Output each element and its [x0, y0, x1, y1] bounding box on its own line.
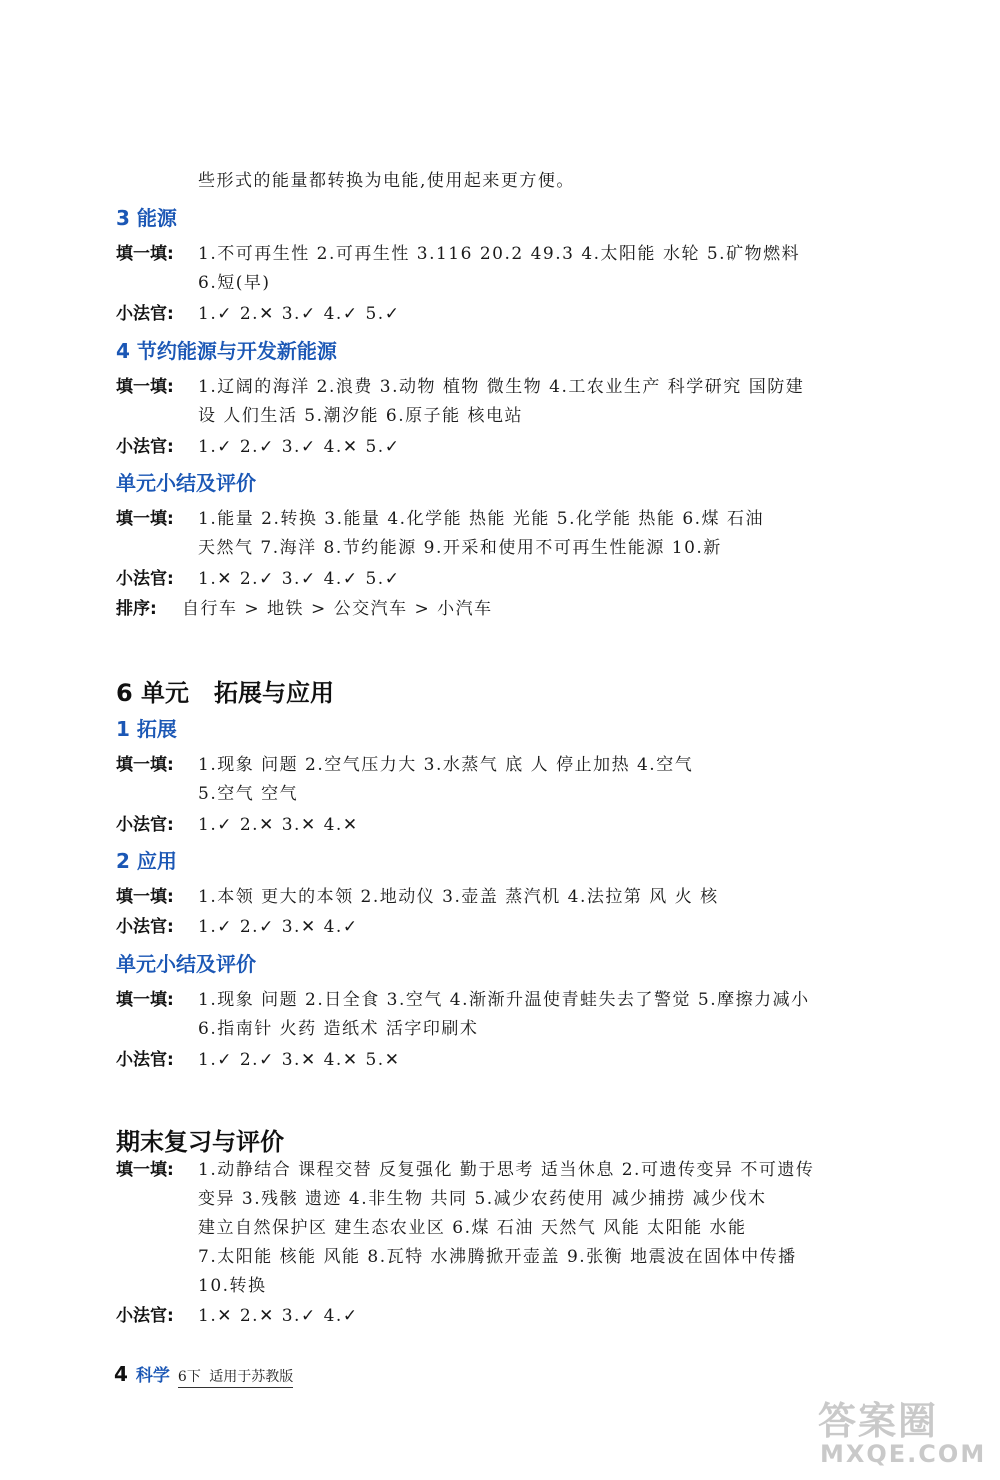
u6-section-1-title: 1 拓展: [116, 717, 177, 741]
s3-fill-line-2: 6.短(早): [198, 273, 271, 293]
judge-label: 小法官:: [116, 569, 174, 589]
judge-label: 小法官:: [116, 917, 174, 937]
fill-label: 填一填:: [116, 1160, 174, 1180]
footer-grade: 6下: [177, 1369, 201, 1385]
section-3-title: 3 能源: [116, 206, 177, 230]
final-fill-line-4: 7.太阳能 核能 风能 8.瓦特 水沸腾掀开壶盖 9.张衡 地震波在固体中传播: [198, 1247, 797, 1267]
u6s2-judge: 1.✓ 2.✓ 3.✕ 4.✓: [198, 917, 359, 937]
s4-judge: 1.✓ 2.✓ 3.✓ 4.✕ 5.✓: [198, 437, 401, 457]
intro-line: 些形式的能量都转换为电能,使用起来更方便。: [198, 171, 575, 191]
s3-fill-line-1: 1.不可再生性 2.可再生性 3.116 20.2 49.3 4.太阳能 水轮 5.矿物燃料: [198, 244, 801, 264]
u6-section-2-title: 2 应用: [116, 849, 177, 873]
summary5-order: 自行车 > 地铁 > 公交汽车 > 小汽车: [182, 599, 493, 619]
fill-label: 填一填:: [116, 755, 174, 775]
s4-fill-line-1: 1.辽阔的海洋 2.浪费 3.动物 植物 微生物 4.工农业生产 科学研究 国防建: [198, 377, 805, 397]
footer-edition-info: [178, 1366, 293, 1388]
s3-judge: 1.✓ 2.✕ 3.✓ 4.✓ 5.✓: [198, 304, 401, 324]
summary6-judge: 1.✓ 2.✓ 3.✕ 4.✕ 5.✕: [198, 1050, 401, 1070]
unit6-number: 6 单元: [116, 679, 190, 707]
judge-label: 小法官:: [116, 815, 174, 835]
final-review-title: 期末复习与评价: [116, 1128, 284, 1156]
final-fill-line-1: 1.动静结合 课程交替 反复强化 勤于思考 适当休息 2.可遗传变异 不可遗传: [198, 1160, 815, 1180]
final-fill-line-3: 建立自然保护区 建生态农业区 6.煤 石油 天然气 风能 太阳能 水能: [198, 1218, 747, 1238]
judge-label: 小法官:: [116, 1306, 174, 1326]
summary5-fill-line-1: 1.能量 2.转换 3.能量 4.化学能 热能 光能 5.化学能 热能 6.煤 石油: [198, 509, 764, 529]
order-label: 排序:: [116, 599, 157, 619]
u6s2-fill-line-1: 1.本领 更大的本领 2.地动仪 3.壶盖 蒸汽机 4.法拉第 风 火 核: [198, 887, 719, 907]
fill-label: 填一填:: [116, 990, 174, 1010]
page-footer: [114, 1361, 293, 1388]
final-fill-line-2: 变异 3.残骸 遗迹 4.非生物 共同 5.减少农药使用 减少捕捞 减少伐木: [198, 1189, 767, 1209]
judge-label: 小法官:: [116, 437, 174, 457]
watermark-site: MXQE.COM: [820, 1440, 987, 1468]
unit5-summary-title: 单元小结及评价: [116, 471, 256, 495]
judge-label: 小法官:: [116, 304, 174, 324]
section-4-title: 4 节约能源与开发新能源: [116, 339, 337, 363]
u6s1-fill-line-1: 1.现象 问题 2.空气压力大 3.水蒸气 底 人 停止加热 4.空气: [198, 755, 694, 775]
watermark-logo: 答案圈: [818, 1399, 939, 1443]
watermark: [812, 1390, 987, 1472]
final-fill-line-5: 10.转换: [198, 1276, 267, 1296]
s4-fill-line-2: 设 人们生活 5.潮汐能 6.原子能 核电站: [198, 406, 524, 426]
summary6-fill-line-1: 1.现象 问题 2.日全食 3.空气 4.渐渐升温使青蛙失去了警觉 5.摩擦力减小: [198, 990, 810, 1010]
final-judge: 1.✕ 2.✕ 3.✓ 4.✓: [198, 1306, 359, 1326]
fill-label: 填一填:: [116, 509, 174, 529]
summary5-fill-line-2: 天然气 7.海洋 8.节约能源 9.开采和使用不可再生性能源 10.新: [198, 538, 722, 558]
footer-edition: 适用于苏教版: [209, 1369, 294, 1385]
fill-label: 填一填:: [116, 244, 174, 264]
u6s1-judge: 1.✓ 2.✕ 3.✕ 4.✕: [198, 815, 359, 835]
footer-subject: 科学: [135, 1366, 170, 1386]
unit6-summary-title: 单元小结及评价: [116, 952, 256, 976]
unit6-name: 拓展与应用: [214, 679, 334, 707]
page-number: 4: [114, 1362, 128, 1386]
summary6-fill-line-2: 6.指南针 火药 造纸术 活字印刷术: [198, 1019, 479, 1039]
summary5-judge: 1.✕ 2.✓ 3.✓ 4.✓ 5.✓: [198, 569, 401, 589]
judge-label: 小法官:: [116, 1050, 174, 1070]
u6s1-fill-line-2: 5.空气 空气: [198, 784, 299, 804]
fill-label: 填一填:: [116, 887, 174, 907]
fill-label: 填一填:: [116, 377, 174, 397]
